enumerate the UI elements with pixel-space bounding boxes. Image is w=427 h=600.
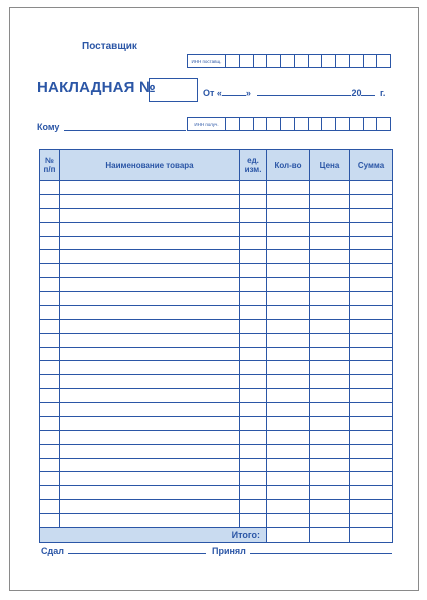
price-cell[interactable]: [310, 514, 350, 528]
table-row: [40, 236, 393, 250]
unit-cell[interactable]: [240, 375, 267, 389]
unit-cell[interactable]: [240, 181, 267, 195]
row-number-cell[interactable]: [40, 444, 60, 458]
price-cell[interactable]: [310, 194, 350, 208]
table-row: [40, 416, 393, 430]
inn-digit-cell[interactable]: [322, 118, 336, 130]
price-cell[interactable]: [310, 389, 350, 403]
unit-cell[interactable]: [240, 472, 267, 486]
row-number-cell[interactable]: [40, 375, 60, 389]
invoice-number-field[interactable]: [149, 78, 198, 102]
quantity-cell[interactable]: [267, 416, 310, 430]
row-number-cell[interactable]: [40, 347, 60, 361]
date-close-quote: »: [245, 88, 251, 98]
date-day-field[interactable]: [222, 86, 246, 96]
table-body: [40, 181, 393, 528]
received-label: Принял: [212, 546, 246, 556]
total-sum-cell[interactable]: [350, 527, 393, 542]
sum-cell[interactable]: [350, 458, 393, 472]
sum-cell[interactable]: [350, 194, 393, 208]
quantity-cell[interactable]: [267, 403, 310, 417]
unit-cell[interactable]: [240, 444, 267, 458]
row-number-cell[interactable]: [40, 319, 60, 333]
row-number-cell[interactable]: [40, 181, 60, 195]
inn-digit-cell[interactable]: [267, 118, 281, 130]
price-cell[interactable]: [310, 333, 350, 347]
inn-digit-cell[interactable]: [254, 55, 268, 67]
row-number-cell[interactable]: [40, 403, 60, 417]
sum-cell[interactable]: [350, 292, 393, 306]
table-row: [40, 264, 393, 278]
inn-digit-cell[interactable]: [364, 55, 378, 67]
unit-cell[interactable]: [240, 250, 267, 264]
total-price-cell[interactable]: [310, 527, 350, 542]
total-label: Итого:: [40, 527, 267, 542]
inn-digit-cell[interactable]: [309, 55, 323, 67]
table-row: [40, 472, 393, 486]
price-cell[interactable]: [310, 361, 350, 375]
price-cell[interactable]: [310, 250, 350, 264]
row-number-cell[interactable]: [40, 500, 60, 514]
col-header-quantity: Кол-во: [267, 150, 310, 181]
table-row: [40, 514, 393, 528]
inn-digit-cell[interactable]: [309, 118, 323, 130]
price-cell[interactable]: [310, 208, 350, 222]
price-cell[interactable]: [310, 444, 350, 458]
price-cell[interactable]: [310, 236, 350, 250]
product-name-cell[interactable]: [60, 430, 240, 444]
date-year-field[interactable]: [361, 86, 375, 96]
row-number-cell[interactable]: [40, 194, 60, 208]
quantity-cell[interactable]: [267, 264, 310, 278]
sum-cell[interactable]: [350, 430, 393, 444]
unit-cell[interactable]: [240, 347, 267, 361]
received-signature-field[interactable]: [250, 545, 392, 554]
col-header-number: № п/п: [40, 150, 60, 181]
price-cell[interactable]: [310, 472, 350, 486]
table-row: [40, 375, 393, 389]
product-name-cell[interactable]: [60, 486, 240, 500]
date-year-prefix: 20: [351, 88, 362, 98]
unit-cell[interactable]: [240, 208, 267, 222]
quantity-cell[interactable]: [267, 472, 310, 486]
table-row: [40, 486, 393, 500]
row-number-cell[interactable]: [40, 250, 60, 264]
inn-digit-cell[interactable]: [377, 118, 390, 130]
unit-cell[interactable]: [240, 236, 267, 250]
unit-cell[interactable]: [240, 458, 267, 472]
product-name-cell[interactable]: [60, 305, 240, 319]
sum-cell[interactable]: [350, 264, 393, 278]
table-row: [40, 458, 393, 472]
sum-cell[interactable]: [350, 514, 393, 528]
price-cell[interactable]: [310, 292, 350, 306]
quantity-cell[interactable]: [267, 444, 310, 458]
quantity-cell[interactable]: [267, 361, 310, 375]
table-row: [40, 500, 393, 514]
table-row: [40, 347, 393, 361]
sum-cell[interactable]: [350, 181, 393, 195]
unit-cell[interactable]: [240, 305, 267, 319]
quantity-cell[interactable]: [267, 514, 310, 528]
product-name-cell[interactable]: [60, 194, 240, 208]
price-cell[interactable]: [310, 458, 350, 472]
inn-digit-cell[interactable]: [336, 55, 350, 67]
unit-cell[interactable]: [240, 416, 267, 430]
supplier-inn-cells[interactable]: [226, 55, 390, 67]
inn-digit-cell[interactable]: [226, 55, 240, 67]
quantity-cell[interactable]: [267, 430, 310, 444]
items-table: [39, 149, 393, 543]
handed-signature: [41, 545, 206, 556]
date-from-label: От «: [203, 88, 222, 98]
sum-cell[interactable]: [350, 236, 393, 250]
product-name-cell[interactable]: [60, 292, 240, 306]
quantity-cell[interactable]: [267, 181, 310, 195]
sum-cell[interactable]: [350, 375, 393, 389]
table-header-row: [40, 150, 393, 181]
sum-cell[interactable]: [350, 444, 393, 458]
price-cell[interactable]: [310, 347, 350, 361]
quantity-cell[interactable]: [267, 194, 310, 208]
row-number-cell[interactable]: [40, 333, 60, 347]
supplier-inn-field[interactable]: [187, 54, 391, 68]
price-cell[interactable]: [310, 416, 350, 430]
received-signature: [212, 545, 392, 556]
row-number-cell[interactable]: [40, 305, 60, 319]
inn-digit-cell[interactable]: [295, 55, 309, 67]
table-row: [40, 250, 393, 264]
row-number-cell[interactable]: [40, 416, 60, 430]
sum-cell[interactable]: [350, 222, 393, 236]
price-cell[interactable]: [310, 319, 350, 333]
recipient-inn-field[interactable]: [187, 117, 391, 131]
recipient-field[interactable]: [64, 130, 186, 131]
col-header-price: Цена: [310, 150, 350, 181]
quantity-cell[interactable]: [267, 222, 310, 236]
inn-digit-cell[interactable]: [281, 55, 295, 67]
price-cell[interactable]: [310, 500, 350, 514]
product-name-cell[interactable]: [60, 347, 240, 361]
sum-cell[interactable]: [350, 389, 393, 403]
inn-digit-cell[interactable]: [240, 55, 254, 67]
inn-digit-cell[interactable]: [377, 55, 390, 67]
quantity-cell[interactable]: [267, 333, 310, 347]
table-row: [40, 389, 393, 403]
price-cell[interactable]: [310, 430, 350, 444]
row-number-cell[interactable]: [40, 361, 60, 375]
handed-signature-field[interactable]: [68, 545, 206, 554]
inn-digit-cell[interactable]: [254, 118, 268, 130]
inn-digit-cell[interactable]: [350, 55, 364, 67]
sum-cell[interactable]: [350, 472, 393, 486]
col-header-product-name: Наименование товара: [60, 150, 240, 181]
sum-cell[interactable]: [350, 250, 393, 264]
price-cell[interactable]: [310, 486, 350, 500]
sum-cell[interactable]: [350, 305, 393, 319]
product-name-cell[interactable]: [60, 264, 240, 278]
inn-digit-cell[interactable]: [240, 118, 254, 130]
price-cell[interactable]: [310, 264, 350, 278]
product-name-cell[interactable]: [60, 208, 240, 222]
row-number-cell[interactable]: [40, 389, 60, 403]
quantity-cell[interactable]: [267, 500, 310, 514]
quantity-cell[interactable]: [267, 389, 310, 403]
row-number-cell[interactable]: [40, 264, 60, 278]
sum-cell[interactable]: [350, 319, 393, 333]
table-row: [40, 292, 393, 306]
quantity-cell[interactable]: [267, 292, 310, 306]
unit-cell[interactable]: [240, 333, 267, 347]
product-name-cell[interactable]: [60, 319, 240, 333]
sum-cell[interactable]: [350, 403, 393, 417]
table-row: [40, 181, 393, 195]
date-month-field[interactable]: [257, 86, 351, 96]
quantity-cell[interactable]: [267, 278, 310, 292]
row-number-cell[interactable]: [40, 292, 60, 306]
table-row: [40, 430, 393, 444]
unit-cell[interactable]: [240, 514, 267, 528]
sum-cell[interactable]: [350, 486, 393, 500]
col-header-sum: Сумма: [350, 150, 393, 181]
inn-digit-cell[interactable]: [281, 118, 295, 130]
inn-digit-cell[interactable]: [267, 55, 281, 67]
total-row: [40, 527, 393, 542]
price-cell[interactable]: [310, 305, 350, 319]
table-row: [40, 222, 393, 236]
unit-cell[interactable]: [240, 430, 267, 444]
inn-digit-cell[interactable]: [336, 118, 350, 130]
inn-digit-cell[interactable]: [226, 118, 240, 130]
price-cell[interactable]: [310, 222, 350, 236]
row-number-cell[interactable]: [40, 472, 60, 486]
table-row: [40, 278, 393, 292]
recipient-inn-caption: ИНН получ.: [188, 118, 226, 130]
row-number-cell[interactable]: [40, 458, 60, 472]
sum-cell[interactable]: [350, 500, 393, 514]
unit-cell[interactable]: [240, 319, 267, 333]
product-name-cell[interactable]: [60, 333, 240, 347]
unit-cell[interactable]: [240, 264, 267, 278]
date-line: [203, 86, 385, 98]
product-name-cell[interactable]: [60, 236, 240, 250]
table-row: [40, 194, 393, 208]
unit-cell[interactable]: [240, 222, 267, 236]
inn-digit-cell[interactable]: [350, 118, 364, 130]
quantity-cell[interactable]: [267, 347, 310, 361]
price-cell[interactable]: [310, 403, 350, 417]
unit-cell[interactable]: [240, 292, 267, 306]
quantity-cell[interactable]: [267, 458, 310, 472]
row-number-cell[interactable]: [40, 486, 60, 500]
unit-cell[interactable]: [240, 389, 267, 403]
table-row: [40, 444, 393, 458]
date-year-suffix: г.: [379, 88, 386, 98]
product-name-cell[interactable]: [60, 472, 240, 486]
product-name-cell[interactable]: [60, 444, 240, 458]
row-number-cell[interactable]: [40, 430, 60, 444]
handed-label: Сдал: [41, 546, 64, 556]
product-name-cell[interactable]: [60, 250, 240, 264]
sum-cell[interactable]: [350, 361, 393, 375]
row-number-cell[interactable]: [40, 278, 60, 292]
quantity-cell[interactable]: [267, 375, 310, 389]
quantity-cell[interactable]: [267, 236, 310, 250]
table-row: [40, 333, 393, 347]
price-cell[interactable]: [310, 181, 350, 195]
sum-cell[interactable]: [350, 278, 393, 292]
unit-cell[interactable]: [240, 500, 267, 514]
unit-cell[interactable]: [240, 278, 267, 292]
product-name-cell[interactable]: [60, 375, 240, 389]
quantity-cell[interactable]: [267, 319, 310, 333]
product-name-cell[interactable]: [60, 181, 240, 195]
unit-cell[interactable]: [240, 361, 267, 375]
quantity-cell[interactable]: [267, 208, 310, 222]
price-cell[interactable]: [310, 375, 350, 389]
inn-digit-cell[interactable]: [295, 118, 309, 130]
quantity-cell[interactable]: [267, 250, 310, 264]
table-row: [40, 319, 393, 333]
row-number-cell[interactable]: [40, 236, 60, 250]
quantity-cell[interactable]: [267, 486, 310, 500]
unit-cell[interactable]: [240, 486, 267, 500]
unit-cell[interactable]: [240, 403, 267, 417]
supplier-inn-caption: ИНН поставщ.: [188, 55, 226, 67]
product-name-cell[interactable]: [60, 278, 240, 292]
recipient-label: Кому: [37, 122, 60, 132]
product-name-cell[interactable]: [60, 403, 240, 417]
supplier-label: Поставщик: [82, 41, 137, 52]
table-row: [40, 361, 393, 375]
product-name-cell[interactable]: [60, 458, 240, 472]
table-row: [40, 208, 393, 222]
recipient-inn-cells[interactable]: [226, 118, 390, 130]
product-name-cell[interactable]: [60, 500, 240, 514]
inn-digit-cell[interactable]: [322, 55, 336, 67]
product-name-cell[interactable]: [60, 389, 240, 403]
product-name-cell[interactable]: [60, 361, 240, 375]
row-number-cell[interactable]: [40, 208, 60, 222]
sum-cell[interactable]: [350, 208, 393, 222]
total-quantity-cell[interactable]: [267, 527, 310, 542]
table-row: [40, 403, 393, 417]
sum-cell[interactable]: [350, 416, 393, 430]
product-name-cell[interactable]: [60, 222, 240, 236]
table-row: [40, 305, 393, 319]
product-name-cell[interactable]: [60, 514, 240, 528]
document-title: НАКЛАДНАЯ №: [37, 79, 156, 96]
row-number-cell[interactable]: [40, 514, 60, 528]
unit-cell[interactable]: [240, 194, 267, 208]
col-header-unit: ед. изм.: [240, 150, 267, 181]
price-cell[interactable]: [310, 278, 350, 292]
row-number-cell[interactable]: [40, 222, 60, 236]
quantity-cell[interactable]: [267, 305, 310, 319]
sum-cell[interactable]: [350, 333, 393, 347]
inn-digit-cell[interactable]: [364, 118, 378, 130]
sum-cell[interactable]: [350, 347, 393, 361]
product-name-cell[interactable]: [60, 416, 240, 430]
